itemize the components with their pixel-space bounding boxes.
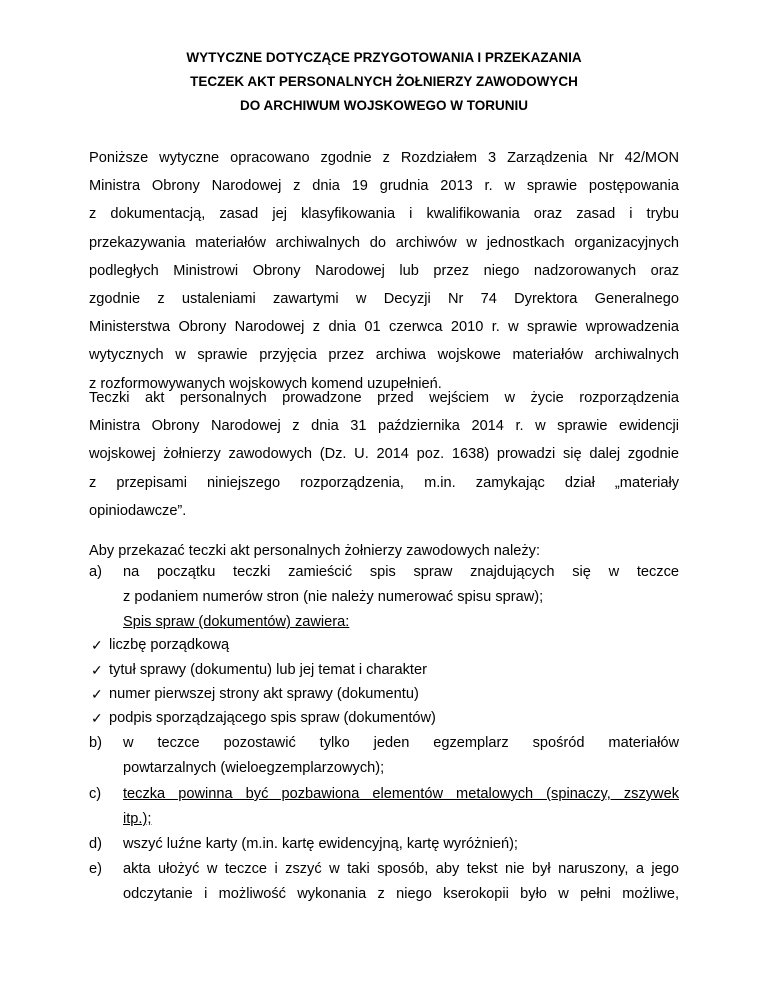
list-item-a-cont — [89, 585, 679, 610]
paragraph-line: Ministra Obrony Narodowej z dnia 19 grudnia 2013 r. w sprawie postępowania — [89, 178, 679, 195]
paragraph-line: zgodnie z ustaleniami zawartymi w Decyzji Nr 74 Dyrektora Generalnego — [89, 290, 679, 307]
paragraph-line: z rozformowywanych wojskowych komend uzupełnień. — [89, 375, 442, 392]
list-item-e-cont — [89, 882, 679, 907]
paragraph-line: przekazywania materiałów archiwalnych do archiwów w jednostkach organizacyjnych — [89, 234, 679, 251]
list-intro-line: Aby przekazać teczki akt personalnych żołnierzy zawodowych należy: — [89, 543, 540, 559]
check-icon: ✓ — [91, 662, 103, 678]
paragraph-line: Poniższe wytyczne opracowano zgodnie z Rozdziałem 3 Zarządzenia Nr 42/MON — [89, 150, 679, 166]
paragraph-line: wytycznych w sprawie przyjęcia przez archiwa wojskowe materiałów archiwalnych — [89, 347, 679, 364]
list-item-b — [89, 731, 679, 756]
item-text: itp.); — [123, 811, 152, 827]
list-item-e — [89, 857, 679, 882]
check-item-text: tytuł sprawy (dokumentu) lub jej temat i charakter — [109, 662, 427, 678]
item-marker: e) — [89, 861, 102, 877]
check-item-text: liczbę porządkową — [109, 637, 230, 653]
paragraph-line: Teczki akt personalnych prowadzone przed wejściem w życie rozporządzenia — [89, 390, 679, 406]
check-icon: ✓ — [91, 710, 103, 726]
item-text: teczka powinna być pozbawiona elementów metalowych (spinaczy, zszywek — [123, 786, 679, 802]
check-item — [89, 706, 679, 731]
title-line-2: TECZEK AKT PERSONALNYCH ŻOŁNIERZY ZAWODOWYCH — [190, 74, 578, 89]
check-item — [89, 682, 679, 707]
item-subheading: Spis spraw (dokumentów) zawiera: — [123, 614, 350, 630]
title-line-1: WYTYCZNE DOTYCZĄCE PRZYGOTOWANIA I PRZEKAZANIA — [186, 50, 582, 65]
list-item-a-sub — [89, 610, 679, 635]
list-item-a — [89, 560, 679, 585]
check-item — [89, 633, 679, 658]
title-line-3: DO ARCHIWUM WOJSKOWEGO W TORUNIU — [240, 98, 528, 113]
check-item-text: podpis sporządzającego spis spraw (dokumentów) — [109, 710, 436, 726]
item-text: z podaniem numerów stron (nie należy numerować spisu spraw); — [123, 589, 544, 605]
item-text: wszyć luźne karty (m.in. kartę ewidencyjną, kartę wyróżnień); — [123, 836, 518, 852]
item-text: odczytanie i możliwość wykonania z niego kserokopii było w pełni możliwe, — [123, 886, 679, 902]
check-icon: ✓ — [91, 686, 103, 702]
paragraph-line: Ministerstwa Obrony Narodowej z dnia 01 czerwca 2010 r. w sprawie wprowadzenia — [89, 319, 679, 336]
item-text: w teczce pozostawić tylko jeden egzemplarz spośród materiałów — [123, 735, 679, 751]
paragraph-line: z dokumentacją, zasad jej klasyfikowania i kwalifikowania oraz zasad i trybu — [89, 206, 679, 223]
list-item-c-cont — [89, 807, 679, 832]
check-icon: ✓ — [91, 637, 103, 653]
item-marker: b) — [89, 735, 102, 751]
item-marker: d) — [89, 836, 102, 852]
paragraph-line: podległych Ministrowi Obrony Narodowej lub przez niego nadzorowanych oraz — [89, 262, 679, 279]
paragraph-1 — [89, 144, 679, 398]
paragraph-line: opiniodawcze”. — [89, 502, 187, 519]
item-text: powtarzalnych (wieloegzemplarzowych); — [123, 760, 385, 776]
item-text: akta ułożyć w teczce i zszyć w taki sposób, aby tekst nie był naruszony, a jego — [123, 861, 679, 877]
item-marker: a) — [89, 564, 102, 580]
check-item-text: numer pierwszej strony akt sprawy (dokumentu) — [109, 686, 419, 702]
list-item-b-cont — [89, 756, 679, 781]
paragraph-line: z przepisami niniejszego rozporządzenia, m.in. zamykając dział „materiały — [89, 474, 679, 491]
paragraph-line: Ministra Obrony Narodowej z dnia 31 października 2014 r. w sprawie ewidencji — [89, 418, 679, 435]
paragraph-2 — [89, 384, 679, 525]
paragraph-line: wojskowej żołnierzy zawodowych (Dz. U. 2014 poz. 1638) prowadzi się dalej zgodnie — [89, 446, 679, 463]
check-item — [89, 658, 679, 683]
list-item-d — [89, 832, 679, 857]
item-marker: c) — [89, 786, 102, 802]
item-text: na początku teczki zamieścić spis spraw znajdujących się w teczce — [123, 564, 679, 580]
list-item-c — [89, 782, 679, 807]
